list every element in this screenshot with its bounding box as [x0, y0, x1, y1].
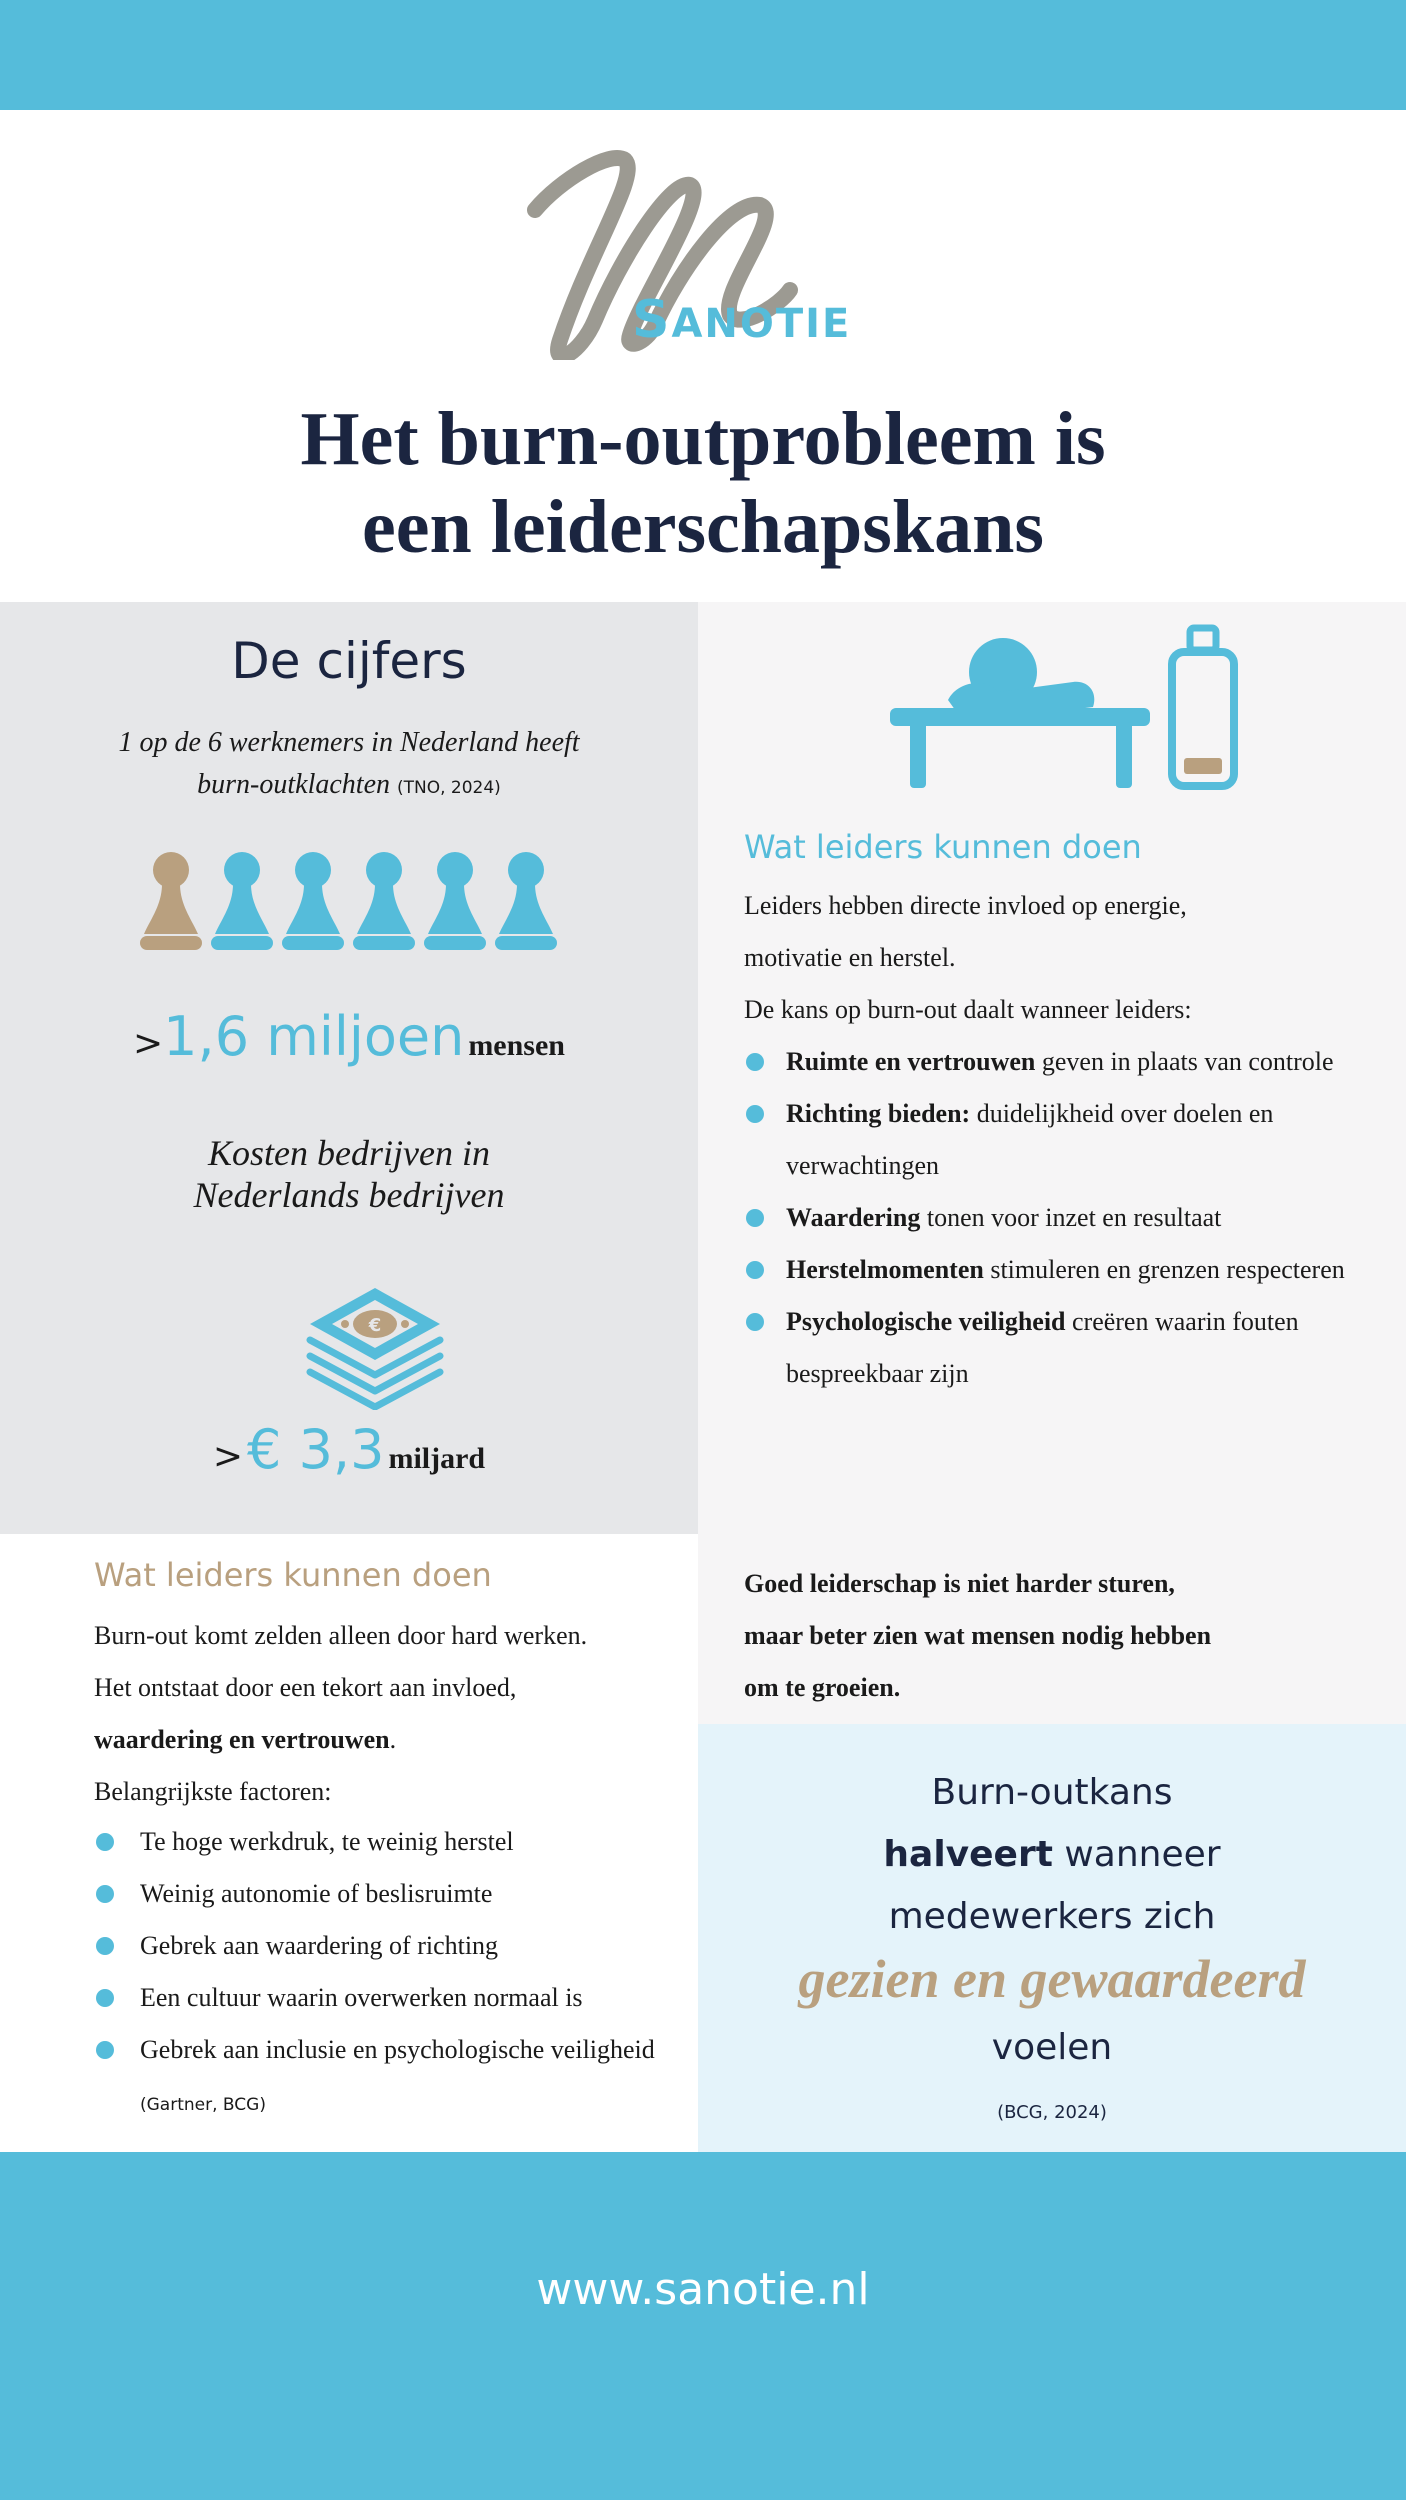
bullet-dot — [746, 1105, 764, 1123]
bullet-dot — [96, 1885, 114, 1903]
list-item: Richting bieden: duidelijkheid over doelen en verwachtingen — [744, 1088, 1364, 1192]
cost-unit: miljard — [388, 1442, 486, 1475]
list-item: Gebrek aan waardering of richting — [94, 1920, 674, 1972]
top-banner — [0, 0, 1406, 110]
list-item: Herstelmomenten stimuleren en grenzen respecteren — [744, 1244, 1364, 1296]
pawn-icon — [353, 850, 415, 952]
bullet-dot — [746, 1313, 764, 1331]
sanotie-logo — [520, 140, 890, 360]
cost-amount: > € 3,3 miljard — [212, 1418, 486, 1481]
bullet-dot — [96, 1989, 114, 2007]
website-link[interactable]: www.sanotie.nl — [536, 2264, 870, 2315]
list-item: Weinig autonomie of beslisruimte — [94, 1868, 674, 1920]
list-item: Gebrek aan inclusie en psychologische veiligheid (Gartner, BCG) — [94, 2024, 674, 2131]
pawn-icon — [424, 850, 486, 952]
low-battery-icon — [1172, 628, 1234, 786]
figures-heading: De cijfers — [231, 632, 467, 690]
leadership-closing-statement: Goed leiderschap is niet harder sturen, maar beter zien wat mensen nodig hebben om te groeien. — [744, 1569, 1212, 1702]
list-item: Een cultuur waarin overwerken normaal is — [94, 1972, 674, 2024]
list-item: Waardering tonen voor inzet en resultaat — [744, 1192, 1364, 1244]
burnout-statistic: 1 op de 6 werknemers in Nederland heeft burn-outklachten (TNO, 2024) — [118, 727, 580, 800]
burnout-factors-list — [94, 1816, 674, 2131]
sleeping-at-desk-icon — [888, 622, 1243, 792]
logo-wordmark: SANOTIE — [632, 290, 852, 350]
people-count: >1,6 miljoen mensen — [133, 1005, 565, 1068]
bullet-dot — [746, 1053, 764, 1071]
statistic-source: (TNO, 2024) — [397, 778, 501, 798]
svg-text:€: € — [368, 1315, 382, 1336]
factors-source: (Gartner, BCG) — [140, 2095, 266, 2115]
quote-source: (BCG, 2024) — [997, 2102, 1107, 2123]
list-item: Ruimte en vertrouwen geven in plaats van controle — [744, 1036, 1364, 1088]
right-section-heading: Wat leiders kunnen doen — [744, 828, 1142, 866]
pawn-icon — [495, 850, 557, 952]
footer-banner — [0, 2152, 1406, 2500]
right-section-intro: Leiders hebben directe invloed op energie, motivatie en herstel. De kans op burn-out daalt wanneer leiders: — [744, 891, 1192, 1024]
cost-value: € 3,3 — [247, 1418, 385, 1481]
bullet-dot — [746, 1261, 764, 1279]
bullet-dot — [96, 2041, 114, 2059]
people-value: 1,6 miljoen — [163, 1005, 465, 1068]
bullet-dot — [746, 1209, 764, 1227]
pawn-icon — [140, 850, 202, 952]
list-item: Psychologische veiligheid creëren waarin fouten bespreekbaar zijn — [744, 1296, 1364, 1400]
bullet-dot — [96, 1833, 114, 1851]
title-line-2: een leiderschapskans — [362, 485, 1044, 569]
people-unit: mensen — [468, 1029, 565, 1062]
burnout-quote: Burn-outkans halveert wanneer medewerkers zich gezien en gewaardeerd voelen — [798, 1772, 1306, 2068]
money-stack-icon — [300, 1260, 450, 1410]
pawn-icon — [282, 850, 344, 952]
title-line-1: Het burn-outprobleem is — [300, 397, 1106, 481]
leader-actions-list — [744, 1036, 1364, 1400]
bullet-dot — [96, 1937, 114, 1955]
pawn-icon — [211, 850, 273, 952]
cost-label: Kosten bedrijven in Nederlands bedrijven — [193, 1133, 505, 1215]
page-title — [0, 395, 1406, 571]
left-section-intro: Burn-out komt zelden alleen door hard werken. Het ontstaat door een tekort aan invloed, waardering en vertrouwen. Belangrijkste factoren: — [94, 1621, 588, 1806]
list-item: Te hoge werkdruk, te weinig herstel — [94, 1816, 674, 1868]
left-section-heading: Wat leiders kunnen doen — [94, 1556, 492, 1594]
